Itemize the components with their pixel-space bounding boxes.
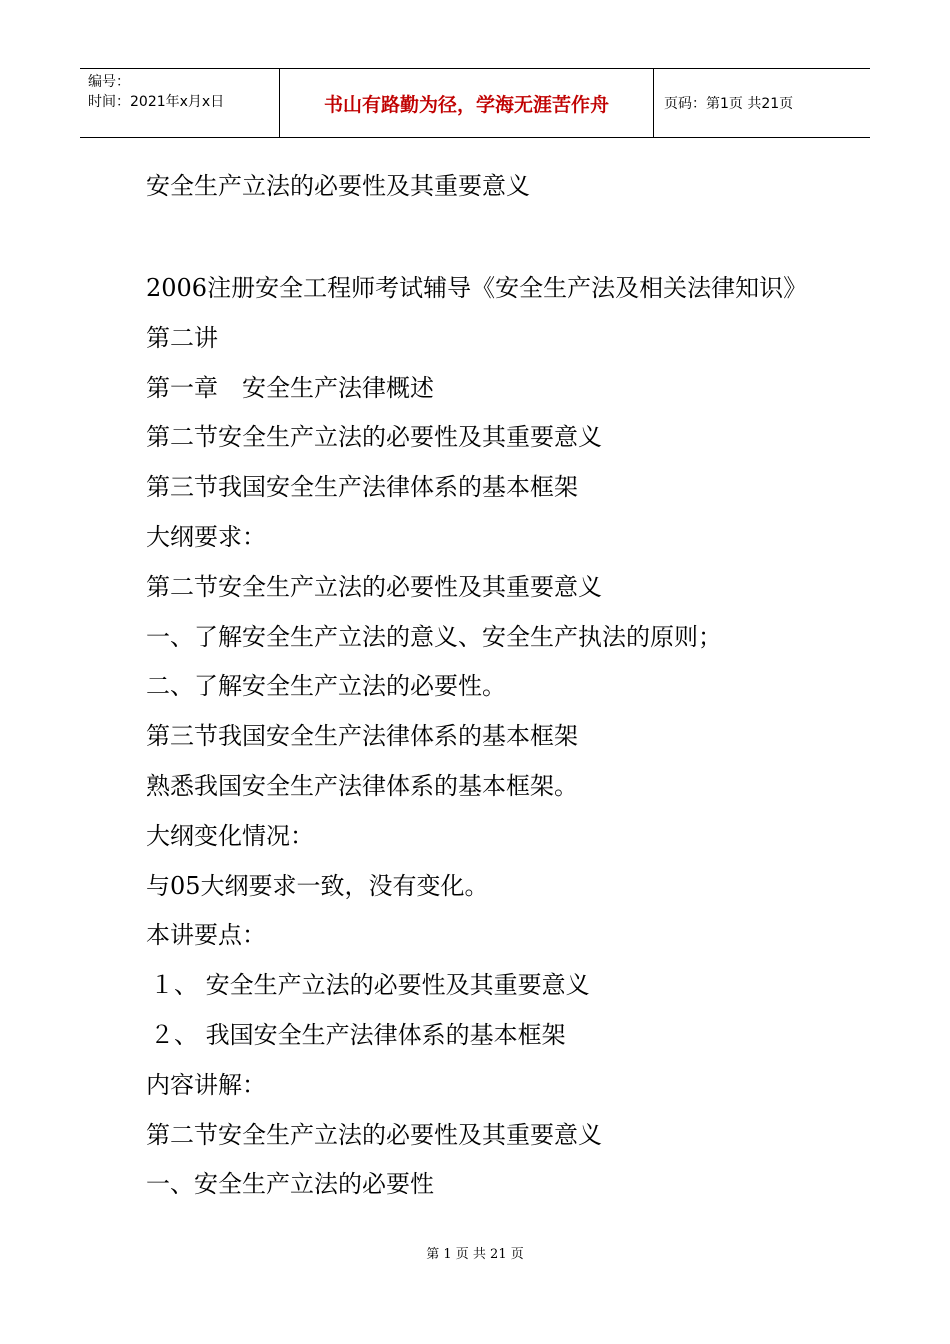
document-date: 时间：2021年x月x日 [88, 94, 225, 110]
section-heading: 第二节安全生产立法的必要性及其重要意义 [146, 423, 602, 452]
section-heading: 第三节我国安全生产法律体系的基本框架 [146, 473, 578, 502]
requirement-item: 熟悉我国安全生产法律体系的基本框架。 [146, 771, 578, 800]
document-number-label: 编号： [88, 74, 130, 90]
key-point-item: ２、 我国安全生产法律体系的基本框架 [150, 1020, 566, 1049]
outline-changes-text: 与05大纲要求一致，没有变化。 [146, 871, 489, 900]
section-heading: 第二节安全生产立法的必要性及其重要意义 [146, 572, 602, 601]
page-footer: 第 1 页 共 21 页 [426, 1247, 524, 1262]
chapter-heading: 第一章 安全生产法律概述 [146, 373, 434, 402]
subsection-heading: 一、安全生产立法的必要性 [146, 1170, 434, 1199]
document-title: 安全生产立法的必要性及其重要意义 [146, 172, 530, 200]
page-header [80, 68, 870, 138]
header-motto: 书山有路勤为径，学海无涯苦作舟 [280, 69, 654, 137]
key-points-label: 本讲要点： [146, 921, 266, 950]
content-explanation-label: 内容讲解： [146, 1070, 266, 1099]
outline-changes-label: 大纲变化情况： [146, 821, 314, 850]
course-heading: 2006注册安全工程师考试辅导《安全生产法及相关法律知识》 第二讲 [146, 274, 820, 352]
key-point-item: １、 安全生产立法的必要性及其重要意义 [150, 971, 590, 1000]
outline-requirements-label: 大纲要求： [146, 522, 266, 551]
document-body [146, 264, 820, 1210]
requirement-item: 二、了解安全生产立法的必要性。 [146, 672, 506, 701]
section-heading: 第三节我国安全生产法律体系的基本框架 [146, 722, 578, 751]
header-page-info: 页码：第1页 共21页 [664, 96, 794, 112]
header-meta-cell [80, 69, 280, 137]
section-heading: 第二节安全生产立法的必要性及其重要意义 [146, 1120, 602, 1149]
requirement-item: 一、了解安全生产立法的意义、安全生产执法的原则； [146, 622, 722, 651]
